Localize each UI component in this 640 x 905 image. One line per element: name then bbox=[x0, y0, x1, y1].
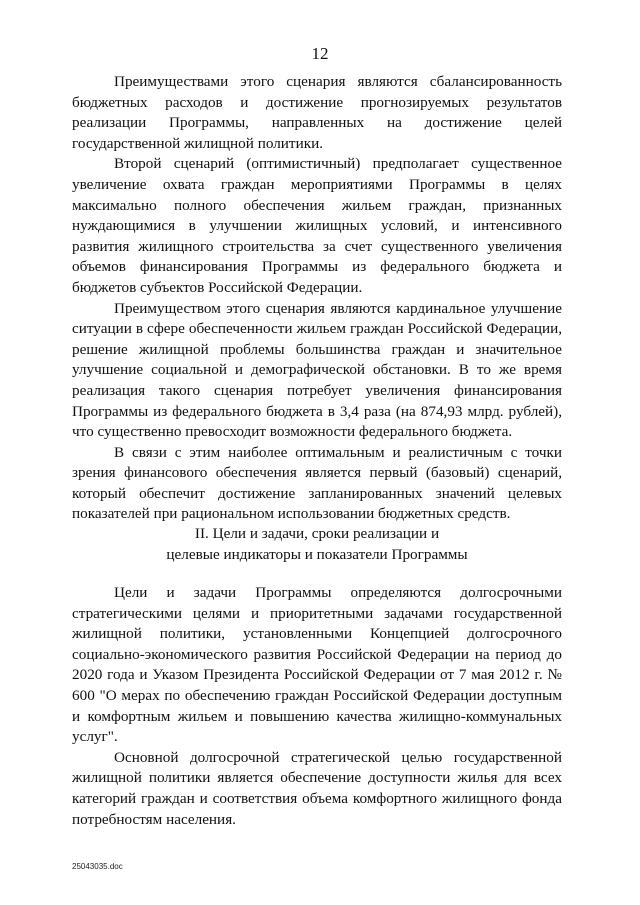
paragraph: В связи с этим наиболее оптимальным и реалистичным с точки зрения финансового обеспечения является первый (базовый) сценарий, который обеспечит достижение запланированных значений целевых показателей при рациональном использовании бюджетных средств. bbox=[72, 443, 562, 523]
paragraph: Цели и задачи Программы определяются долгосрочными стратегическими целями и приоритетными задачами государственной жилищной политики, установленными Концепцией долгосрочного социально-экономического развития Российской Федерации на период до 2020 года и Указом Президента Российской Федерации от 7 мая 2012 г. № 600 "О мерах по обеспечению граждан Российской Федерации доступным и комфортным жильем и повышению качества жилищно-коммунальных услуг". bbox=[72, 584, 562, 746]
paragraph: Второй сценарий (оптимистичный) предполагает существенное увеличение охвата граждан мероприятиями Программы в целях максимально полного обеспечения жильем граждан, признанных нуждающимися в улучшении жилищных условий, и интенсивного развития жилищного строительства за счет существенного увеличения объемов финансирования Программы из федерального бюджета и бюджетов субъектов Российской Федерации. bbox=[72, 155, 562, 296]
page-number: 12 bbox=[311, 44, 329, 63]
section-heading-line-1: II. Цели и задачи, сроки реализации и bbox=[194, 525, 440, 542]
section-heading-line-2: целевые индикаторы и показатели Программы bbox=[166, 545, 468, 563]
body-text-before-heading bbox=[72, 72, 562, 525]
document-file-code: 25043035.doc bbox=[72, 862, 123, 871]
body-text-after-heading bbox=[72, 583, 562, 830]
paragraph: Преимуществами этого сценария являются сбалансированность бюджетных расходов и достижение прогнозируемых результатов реализации Программы, направленных на достижение целей государственной жилищной политики. bbox=[72, 73, 562, 152]
paragraph: Преимуществом этого сценария являются кардинальное улучшение ситуации в сфере обеспеченности жильем граждан Российской Федерации, решение жилищной проблемы большинства граждан и значительное улучшение социальной и демографической обстановки. В то же время реализация такого сценария потребует увеличения финансирования Программы из федерального бюджета в 3,4 раза (на 874,93 млрд. рублей), что существенно превосходит возможности федерального бюджета. bbox=[72, 299, 562, 441]
section-heading bbox=[72, 524, 562, 565]
paragraph: Основной долгосрочной стратегической целью государственной жилищной политики является обеспечение доступности жилья для всех категорий граждан и соответствия объема комфортного жилищного фонда потребностям населения. bbox=[72, 748, 562, 828]
